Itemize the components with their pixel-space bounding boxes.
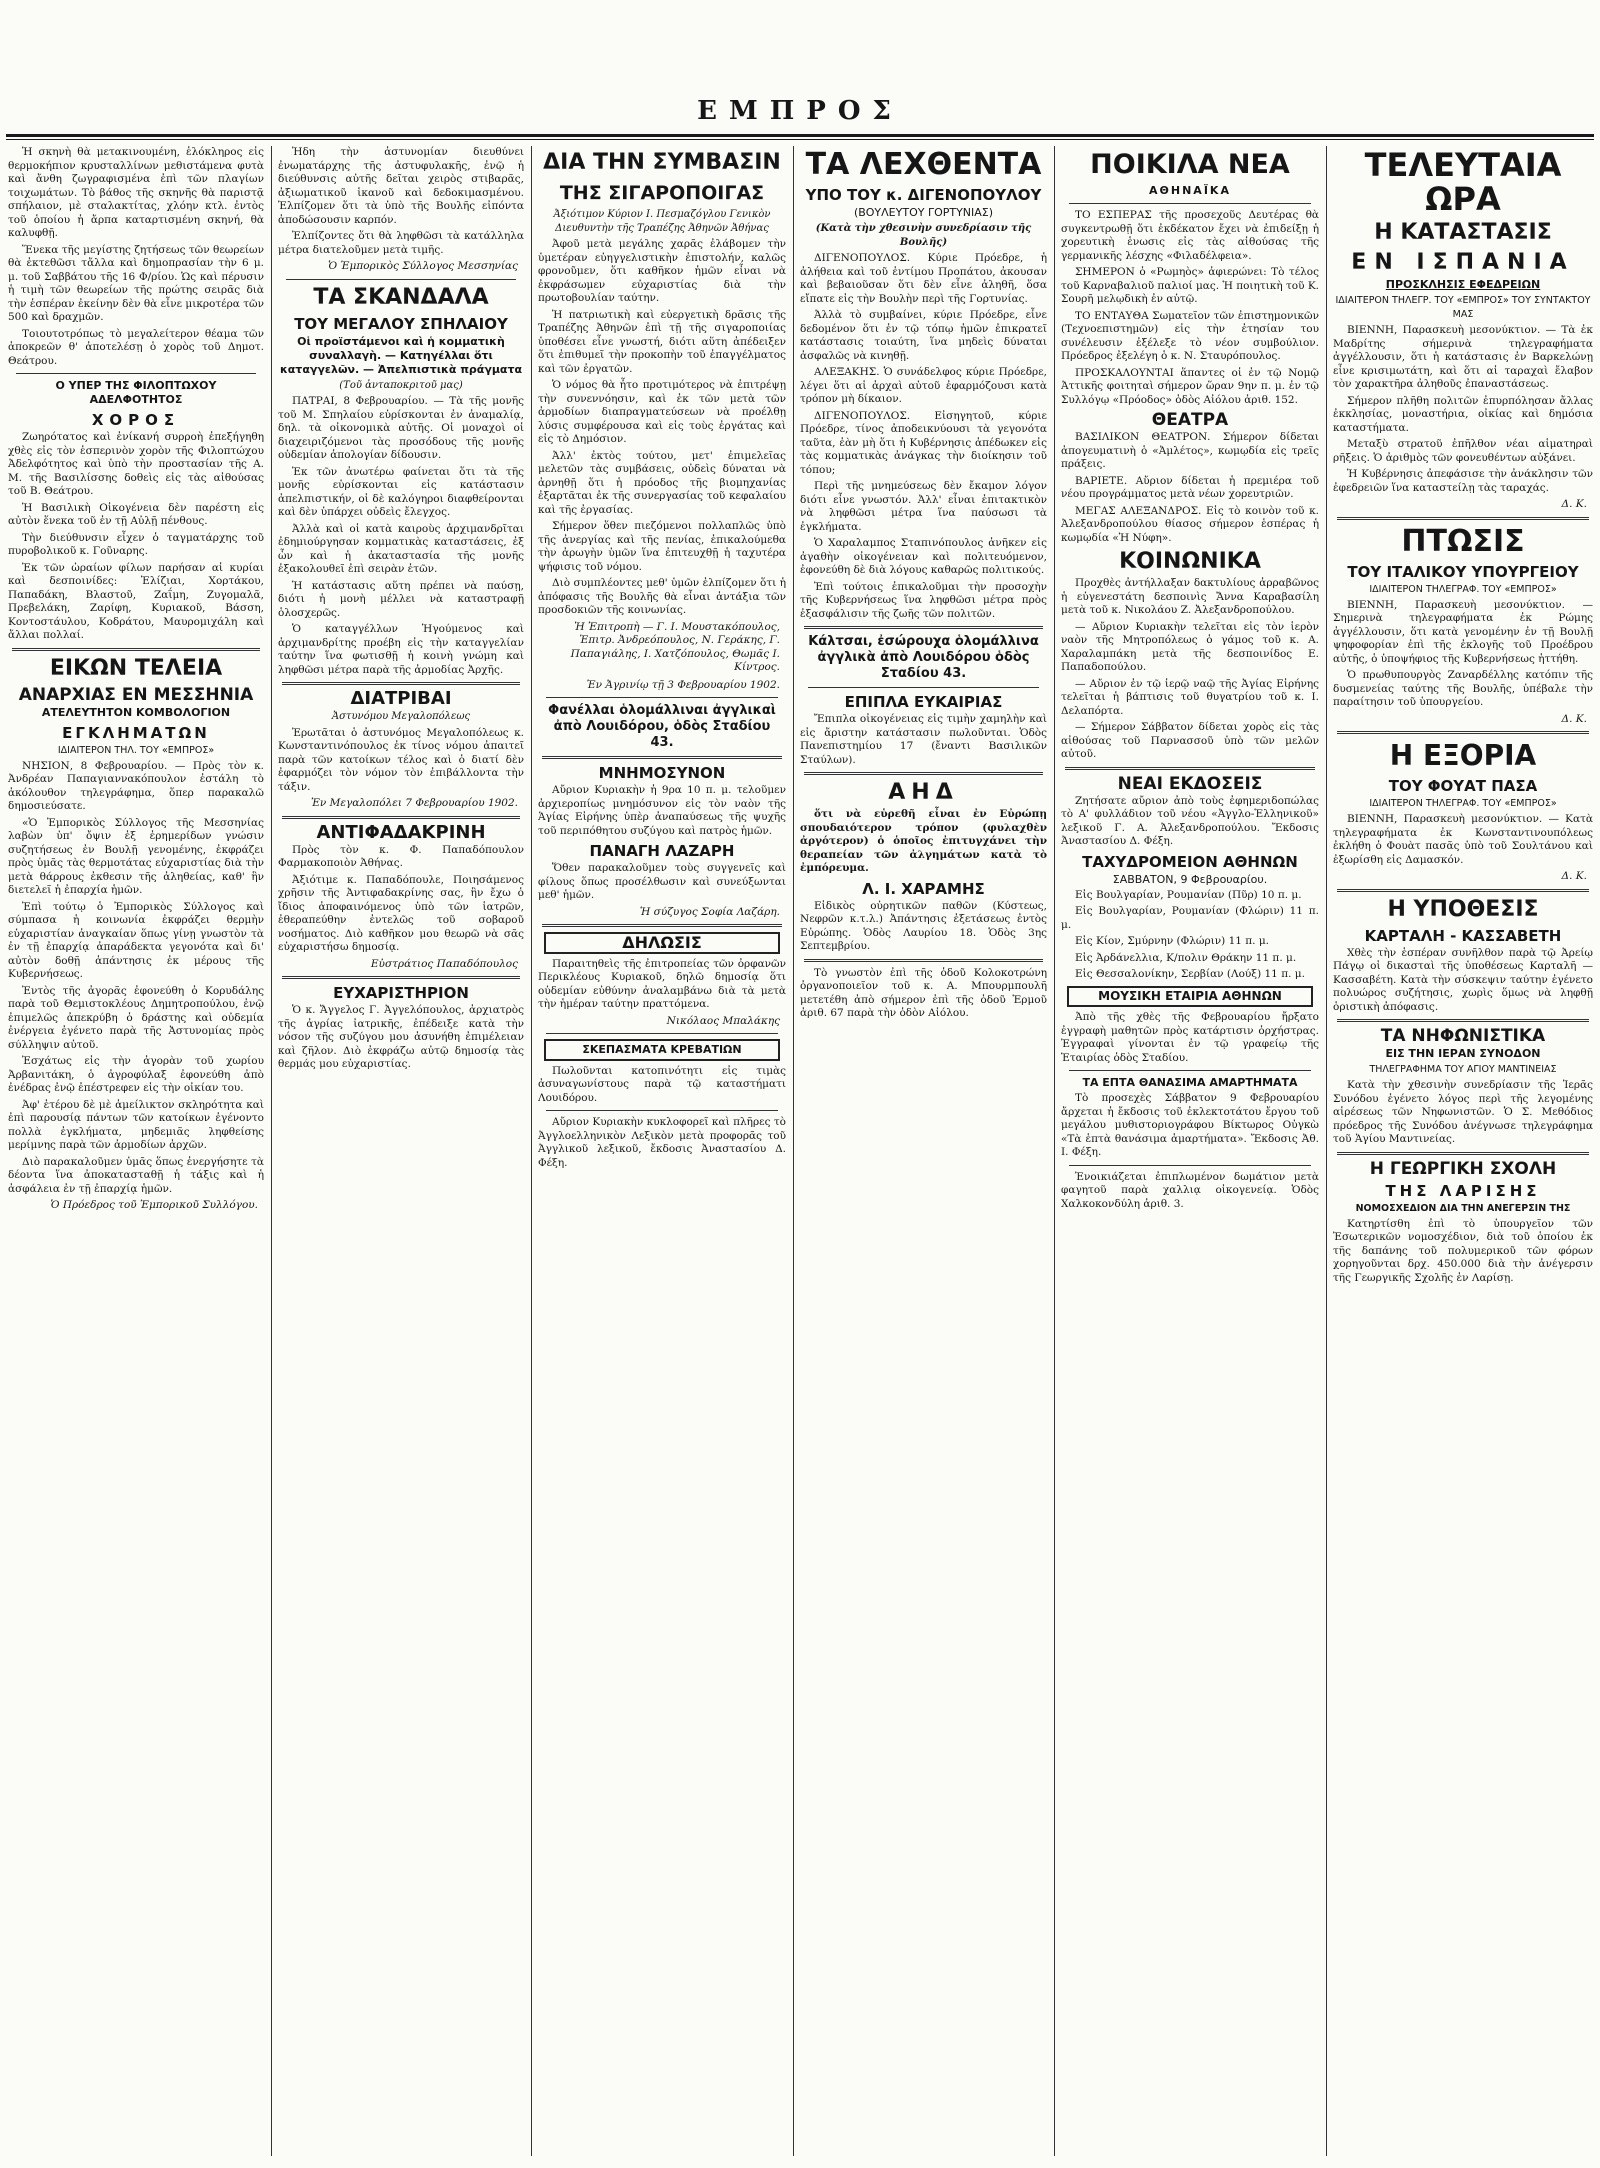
signature: Ἡ Ἐπιτροπὴ — Γ. Ι. Μουστακόπουλος, Ἐπιτρ. Ἀνδρεόπουλος, Ν. Γεράκης, Γ. Παπαγιάλης, Ι. Χατζόπουλος, Θωμᾶς Ι. Κίντρος. (570, 620, 780, 673)
paragraph: ΠΡΟΣΚΑΛΟΥΝΤΑΙ ἅπαντες οἱ ἐν τῷ Νομῷ Ἀττικῆς φοιτηταὶ σήμερον ὥραν 9ην π. μ. ἐν τῷ Συλλόγῳ «Πρόοδος» ὁδὸς Αἰόλου ἀριθ. 152. (1061, 366, 1319, 406)
paragraph: Ἔπιπλα οἰκογένειας εἰς τιμὴν χαμηλὴν καὶ εἰς ἄριστην κατάστασιν πωλοῦνται. Ὁδὸς Πανεπιστημίου 17 (ἔναντι Βασιλικῶν Σταύλων). (800, 713, 1047, 766)
paragraph: ΔΙΓΕΝΟΠΟΥΛΟΣ. Εἰσηγητοῦ, κύριε Πρόεδρε, τίνος ἀποδεικνύουσι τὰ γεγονότα ταῦτα, ἐὰν μὴ ὅτι ἡ Κυβέρνησις ἀπέδωκεν εἰς τὰς κομματικὰς ἀνάγκας τὴν διοίκησιν τοῦ τόπου; (800, 409, 1047, 476)
dateline: (Κατὰ τὴν χθεσινὴν συνεδρίασιν τῆς Βουλῆς) (815, 223, 1032, 248)
signature: Δ. Κ. (1561, 498, 1587, 510)
subheadline-sigaropoiias: ΤΗΣ ΣΙΓΑΡΟΠΟΙΓΑΣ (559, 182, 765, 204)
divider (16, 373, 256, 374)
paragraph: ΤΟ ΕΣΠΕΡΑΣ τῆς προσεχοῦς Δευτέρας θὰ συγκεντρωθῇ ὅτι ἐκδέκατον ἔχει νὰ ἐπιδείξῃ ἡ χορευτικὴ ἑνωσις εἰς τὰς αἰθούσας τῆς γερμανικῆς λέσχης «Φιλαδέλφεια». (1061, 209, 1319, 262)
headline-teleftaia-ora: ΤΕΛΕΥΤΑΙΑ ΩΡΑ (1364, 146, 1562, 218)
paragraph: ΑΛΕΞΑΚΗΣ. Ὁ συνάδελφος κύριε Πρόεδρε, λέγει ὅτι αἱ ἀρχαὶ αὐτοῦ ἐφαρμόζουσι κατὰ τρόπον μὴ δίκαιον. (800, 366, 1047, 405)
masthead (0, 96, 1600, 126)
headline-anarchias: ΑΝΑΡΧΙΑΣ ΕΝ ΜΕΣΣΗΝΙΑ (18, 684, 254, 705)
column-separator (793, 146, 794, 2156)
paragraph: Ἀφοῦ μετὰ μεγάλης χαρᾶς ἐλάβομεν τὴν ὑμετέραν εὐηγγελιστικὴν ἐπιστολήν, καλῶς φρονοῦμεν, ὅτι καθῆκον ἡμῶν εἶναι νὰ ἐκφράσωμεν εὐχαριστίας διὰ τὴν πρωτοβουλίαν ταύτην. (538, 238, 786, 304)
subheadline-kartali: ΚΑΡΤΑΛΗ - ΚΑΣΣΑΒΕΤΗ (1364, 926, 1562, 945)
divider (1065, 767, 1315, 770)
divider (542, 924, 782, 927)
divider (546, 1110, 778, 1111)
divider (286, 279, 516, 280)
dateline: (Τοῦ ἀνταποκριτοῦ μας) (339, 379, 463, 391)
paragraph: ΜΕΓΑΣ ΑΛΕΞΑΝΔΡΟΣ. Εἰς τὸ κοινὸν τοῦ κ. Ἀλεξανδροπούλου θίασος σήμερον ἑσπέρας ἡ κωμῳδία «Ἡ Νύφη». (1061, 504, 1319, 544)
signature: Ἡ σύζυγος Σοφία Λαζάρη. (639, 905, 780, 918)
advertisement: Κάλτσαι, ἐσώρουχα ὁλομάλλινα ἀγγλικὰ ἀπὸ Λουιδόρου ὁδὸς Σταδίου 43. (808, 634, 1039, 681)
masthead-rule (6, 134, 1594, 137)
paragraph: Ὅθεν παρακαλοῦμεν τοὺς συγγενεῖς καὶ φίλους ὅπως προσέλθωσιν καὶ συνεύξωνται μεθ' ἡμῶν. (538, 862, 786, 901)
headline-philoptochos: Ο ΥΠΕΡ ΤΗΣ ΦΙΛΟΠΤΩΧΟΥ ΑΔΕΛΦΟΤΗΤΟΣ (55, 379, 217, 406)
column-separator (271, 146, 272, 2156)
headline-mnimosynon: ΜΝΗΜΟΣΥΝΟΝ (598, 764, 726, 782)
paragraph: ὅτι νὰ εὑρεθῆ εἶναι ἐν Εὐρώπῃ σπουδαιότερον τρόπον (φυλαχθὲν ἀργότερον) ὁ ὁποῖος ἐπιτυγχάνει τὴν θεραπείαν τῶν ἀλγημάτων κατὰ τὸ ἐμπόρευμα. (800, 808, 1047, 874)
headline-poikila-nea: ΠΟΙΚΙΛΑ ΝΕΑ (1090, 149, 1290, 180)
subheadline-kommatiki: Οἱ προϊστάμενοι καὶ ἡ κομματικὴ συναλλαγὴ. — Κατηγέλλαι ὅτι καταγγελῶν. — Ἀπελπιστικὰ πράγματα (279, 334, 523, 376)
paragraph: Τὴν διεύθυνσιν εἶχεν ὁ ταγματάρχης τοῦ πυροβολικοῦ κ. Γοῦναρης. (8, 531, 264, 557)
paragraph: Σήμερον ὅθεν πιεζόμενοι πολλαπλῶς ὑπὸ τῆς ἀνεργίας καὶ τῆς πενίας, ἐπικαλούμεθα τὴν ἀρωγὴν ὑμῶν ἵνα ἐπιτευχθῇ ἡ ταχυτέρα ψήφισις τοῦ νόμου. (538, 520, 786, 573)
headline-diatrivai: ΔΙΑΤΡΙΒΑΙ (350, 688, 452, 709)
divider (804, 959, 1043, 962)
headline-exoria: Η ΕΞΟΡΙΑ (1389, 739, 1537, 772)
masthead-title: ΕΜΠΡΟΣ (697, 96, 903, 126)
divider (1069, 1165, 1311, 1166)
headline-charamis: Λ. Ι. ΧΑΡΑΜΗΣ (862, 879, 985, 898)
date: Ἐν Ἀγρινίῳ τῇ 3 Φεβρουαρίου 1902. (586, 678, 780, 691)
paragraph: Ἠδη τὴν ἀστυνομίαν διευθύνει ἐνωματάρχης τῆς ἀστυφυλακῆς, ἐνῷ ἡ διεύθυνσις αὐτῆς δεῖται χειρὸς στιβαρᾶς, ἀξιωματικοῦ ἱκανοῦ καὶ δεδοκιμασμένου. Ἐλπίζομεν ὅτι τὰ ὑπὸ τῆς Βουλῆς εἰπόντα ἀποδώσουσιν καρπόν. (278, 146, 524, 226)
dateline: Ἀστυνόμου Μεγαλοπόλεως (331, 711, 471, 722)
paragraph: ΤΟ ΕΝΤΑΥΘΑ Σωματεῖον τῶν ἐπιστημονικῶν (Τεχνοεπιστημῶν) εἰς τὴν ἐτησίαν του συνέλευσιν ἐξέλεξε τὸ νέον συμβούλιον. Πρόεδρος ἐξελέγη ὁ κ. Ν. Σταυρόπουλος. (1061, 309, 1319, 362)
headline-ypothesis: Η ΥΠΟΘΕΣΙΣ (1387, 896, 1539, 922)
divider (1069, 203, 1311, 204)
headline-nifonistika: ΤΑ ΝΗΦΩΝΙΣΤΙΚΑ (1380, 1026, 1546, 1046)
divider (546, 697, 778, 698)
subheadline-synodon: ΕΙΣ ΤΗΝ ΙΕΡΑΝ ΣΥΝΟΔΟΝ (1385, 1047, 1541, 1060)
paragraph: Παραιτηθεὶς τῆς ἐπιτροπείας τῶν ὀρφανῶν Περικλέους Κυριακοῦ, δηλῶ δημοσίᾳ ὅτι οὐδεμίαν εὐθύνην ἀναλαμβάνω διὰ τὰ μετὰ τὴν ἡμέραν ταύτην πραττόμενα. (538, 957, 786, 1010)
paragraph: Ἕνεκα τῆς μεγίστης ζητήσεως τῶν θεωρείων θὰ ἐκτεθῶσι τἄλλα καὶ δημοπρασίαν τὴν 6 μ. μ. τοῦ Σαββάτου τῆς 16 Φ/ρίου. Ὡς καὶ πέρυσιν ἡ τιμὴ τῶν θεωρείων τῆς πρώτης σειρᾶς διὰ τὴν ἑσπέραν ἐκείνην δὲν θὰ εἶνε μικροτέρα τῶν 500 καὶ δραχμῶν. (8, 243, 264, 323)
headline-theatra: ΘΕΑΤΡΑ (1151, 410, 1229, 430)
paragraph: Ἡ Κυβέρνησις ἀπεφάσισε τὴν ἀνάκλησιν τῶν ἐφεδρειῶν ἵνα καταστείλῃ τὰς ταραχάς. (1333, 468, 1593, 494)
column-6 (1333, 146, 1593, 2156)
divider (1337, 731, 1589, 734)
paragraph: Ἀξιότιμε κ. Παπαδόπουλε, Ποιησάμενος χρῆσιν τῆς Ἀντιφαδακρίνης σας, ἣν ἔχω ὁ ἴδιος ἀποφαινόμενος ὑπὸ τῶν ἱατρῶν, ἐθεραπεύθην ἐντελῶς τοῦ σοβαροῦ νοσήματος. Διὸ καθῆκον μου θεωρῶ νὰ σᾶς εὐχαριστήσω δημοσίᾳ. (278, 873, 524, 953)
headline-panagi-lazari: ΠΑΝΑΓΗ ΛΑΖΑΡΗ (589, 842, 735, 860)
signature: Εὐστράτιος Παπαδόπουλος (370, 957, 518, 970)
paragraph: ΣΗΜΕΡΟΝ ὁ «Ρωμηὸς» ἀφιερώνει: Τὸ τέλος τοῦ Καρναβαλιοῦ παλιοί μας. Ἡ ποιητικὴ τοῦ Κ. Σουρῆ μελῳδικὴ ἐν αὐτῷ. (1061, 266, 1319, 305)
subheadline-italikou: ΤΟΥ ΙΤΑΛΙΚΟΥ ΥΠΟΥΡΓΕΙΟΥ (1347, 562, 1579, 581)
paragraph: Ζωηρότατος καὶ ἐνίκανή συρροὴ ἐπεξήγηθη χθὲς εἰς τὸν ἑσπερινὸν χορὸν τῆς Φιλοπτώχου Ἀδελφότητος καὶ ὑπὸ τὴν προστασίαν τῆς Α. Μ. τῆς Βασιλίσσης δοθεὶς εἰς τὰς αἰθούσας τοῦ Β. Θεάτρου. (8, 431, 264, 497)
paragraph: — Αὔριον ἐν τῷ ἱερῷ ναῷ τῆς Ἀγίας Εἰρήνης τελεῖται ἡ βάπτισις τοῦ θυγατρίου τοῦ κ. Ι. Δελαπόρτα. (1061, 677, 1319, 717)
signature: Ὁ Ἐμπορικὸς Σύλλογος Μεσσηνίας (328, 260, 518, 272)
paragraph: ΒΑΡΙΕΤΕ. Αὔριον δίδεται ἡ πρεμιέρα τοῦ νέου προγράμματος μετὰ νέων χορευτριῶν. (1061, 474, 1319, 500)
headline-skandala: ΤΑ ΣΚΑΝΔΑΛΑ (313, 284, 489, 310)
telegram-label: ΙΔΙΑΙΤΕΡΟΝ ΤΗΛΕΓΡΑΦ. ΤΟΥ «ΕΜΠΡΟΣ» (1369, 798, 1557, 809)
paragraph: Ἐπὶ τούτῳ ὁ Ἐμπορικὸς Σύλλογος καὶ σύμπασα ἡ κοινωνία ἐκφράζει θερμὴν εὐχαριστίαν ἀναγκαίαν ὅπως γίνῃ γνωστὸν τὰ ἐν τῇ ἐπαρχίᾳ ἀπαράδεκτα γεγονότα καὶ δι' αὐτὸν δοθῇ ἀπάντησις ἐκ μέρους τῆς Κυβερνήσεως. (8, 900, 264, 980)
paragraph: Τὸ προσεχὲς Σάββατον 9 Φεβρουαρίου ἄρχεται ἡ ἔκδοσις τοῦ ἐκλεκτοτάτου ἔργου τοῦ μεγάλου μυθιστοριογράφου Βίκτωρος Οὐγκὼ «Τὰ ἑπτὰ θανάσιμα ἁμαρτήματα». Ἔκδοσις Ἀθ. Ι. Φέξη. (1061, 1092, 1319, 1158)
column-separator (1326, 146, 1327, 2156)
divider (804, 772, 1043, 775)
headline-ptosis: ΠΤΩΣΙΣ (1401, 523, 1525, 559)
paragraph: Ἀλλὰ τὸ συμβαίνει, κύριε Πρόεδρε, εἶνε δεδομένον ὅτι ἐν τῷ τόπῳ ἡμῶν ἐπικρατεῖ κατάστασις τοιαύτη, ἵνα μηδεὶς δύναται ἀσφαλῶς νὰ κινηθῇ. (800, 309, 1047, 362)
headline-koinonika: ΚΟΙΝΩΝΙΚΑ (1119, 549, 1261, 574)
paragraph: Διὸ παρακαλοῦμεν ὑμᾶς ὅπως ἐνεργήσητε τὰ δέοντα ἵνα ἀποκατασταθῇ ἡ τάξις καὶ ἡ ἀσφάλεια ἐν τῇ ἐπαρχίᾳ ἡμῶν. (8, 1155, 264, 1195)
signature: Ἐν Μεγαλοπόλει 7 Φεβρουαρίου 1902. (310, 797, 518, 809)
masthead-rule-thin (6, 139, 1594, 140)
paragraph: ΒΙΕΝΝΗ, Παρασκευὴ μεσονύκτιον. — Σημερινὰ τηλεγραφήματα ἐκ Ρώμης ἀγγέλλουσιν, ὅτι κατὰ γενομένην ἐν τῇ Βουλῇ ψηφοφορίαν ἐπὶ τῆς ἐκλογῆς τοῦ Προέδρου αὐτῆς, ὁ ὑποψήφιος τῆς Κυβερνήσεως ἡττήθη. (1333, 598, 1593, 665)
telegram-label: ΙΔΙΑΙΤΕΡΟΝ ΤΗΛΕΓΡΑΦ. ΤΟΥ «ΕΜΠΡΟΣ» (1369, 583, 1557, 595)
signature: Ὁ Πρόεδρος τοῦ Ἐμπορικοῦ Συλλόγου. (50, 1199, 258, 1211)
subheadline-choros: ΧΟΡΟΣ (91, 411, 181, 429)
paragraph: Διὸ συμπλέοντες μεθ' ὑμῶν ἐλπίζομεν ὅτι ἡ ἀπόφασις τῆς Βουλῆς θὰ εἶναι ἀντάξια τῶν προσδοκιῶν τῆς κοινωνίας. (538, 577, 786, 616)
divider (808, 687, 1039, 688)
subheadline-digenopoulou: ΥΠΟ ΤΟΥ κ. ΔΙΓΕΝΟΠΟΥΛΟΥ (805, 186, 1042, 204)
paragraph: Ἀπὸ τῆς χθὲς τῆς Φεβρουαρίου ἤρξατο ἐγγραφὴ μαθητῶν πρὸς κατάρτισιν ὀρχήστρας. Ἐγγραφαὶ γίνονται ἐν τῷ γραφείῳ τῆς Ἑταιρίας ὁδὸς Σταδίου. (1061, 1011, 1319, 1064)
headline-georgiki-scholi: Η ΓΕΩΡΓΙΚΗ ΣΧΟΛΗ (1369, 1158, 1557, 1179)
paragraph: Ὁ κ. Ἄγγελος Γ. Ἀγγελόπουλος, ἀρχιατρὸς τῆς ἀγρίας ἰατρικῆς, ἐπέδειξε κατὰ τὴν νόσον τῆς συζύγου μου ἀσυνήθη ἐπιμέλειαν καὶ ζῆλον. Διὸ ἐκφράζω αὐτῷ δημοσίᾳ τὰς θερμάς μου εὐχαριστίας. (278, 1004, 524, 1070)
signature: Δ. Κ. (1561, 870, 1587, 882)
paragraph: Ἡ Βασιλικὴ Οἰκογένεια δὲν παρέστη εἰς αὐτὸν ἕνεκα τοῦ ἐν τῇ Αὐλῇ πένθους. (8, 501, 264, 527)
paragraph: Ἐπὶ τούτοις ἐπικαλοῦμαι τὴν προσοχὴν τῆς Κυβερνήσεως ἵνα ληφθῶσι μέτρα πρὸς ἐξασφάλισιν τῆς ζωῆς τῶν πολιτῶν. (800, 580, 1047, 620)
divider (12, 648, 260, 651)
headline-tachydromeion: ΤΑΧΥΔΡΟΜΕΙΟΝ ΑΘΗΝΩΝ (1082, 852, 1298, 871)
headline-katastasis: Η ΚΑΤΑΣΤΑΣΙΣ (1374, 220, 1552, 245)
column-1 (8, 146, 264, 2156)
paragraph: Κατηρτίσθη ἐπὶ τὸ ὑπουργεῖον τῶν Ἐσωτερικῶν νομοσχέδιον, διὰ τοῦ ὁποίου ἐκ τῆς δαπάνης τοῦ πολυμερικοῦ τῶν φόρων χορηγοῦνται δρχ. 450.000 διὰ τὴν ἀνέγερσιν τῆς Γεωργικῆς Σχολῆς ἐν Λαρίσῃ. (1333, 1217, 1593, 1284)
headline-symvasin: ΔΙΑ ΤΗΝ ΣΥΜΒΑΣΙΝ (543, 150, 781, 175)
subheadline-fouat: ΤΟΥ ΦΟΥΑΤ ΠΑΣΑ (1388, 777, 1538, 795)
divider (282, 976, 520, 979)
salutation: Ἀξιότιμον Κύριον Ι. Πεσμαζόγλου Γενικὸν Διευθυντὴν τῆς Τραπέζης Ἀθηνῶν Ἀθήνας (553, 209, 771, 234)
list-item: Εἰς Ἀρδάνελλια, Κ/πολιν Θράκην 11 π. μ. (1075, 951, 1297, 964)
paragraph: ΒΑΣΙΛΙΚΟΝ ΘΕΑΤΡΟΝ. Σήμερον δίδεται ἀπογευματινὴ ὁ «Ἀμλέτος», κωμῳδία εἰς τρεῖς πράξεις. (1061, 431, 1319, 470)
headline-lechthenta: ΤΑ ΛΕΧΘΕΝΤΑ (805, 147, 1042, 182)
column-3 (538, 146, 786, 2156)
subheadline-egklimaton: ΕΓΚΛΗΜΑΤΩΝ (62, 723, 210, 742)
divider (1069, 1070, 1311, 1071)
paragraph: Ἐρωτᾶται ὁ ἀστυνόμος Μεγαλοπόλεως κ. Κωνσταντινόπουλος ἐκ τίνος νόμου ἀπαιτεῖ παρὰ τῶν κατοίκων τέλος καὶ ὁ διατί δὲν ἐφαρμόζει τὸν νόμον τὸν ἐπιβάλλοντα τὴν τάξιν. (278, 726, 524, 793)
telegram-label: ΤΗΛΕΓΡΑΦΗΜΑ ΤΟΥ ΑΓΙΟΥ ΜΑΝΤΙΝΕΙΑΣ (1369, 1064, 1557, 1075)
paragraph: Ὁ καταγγέλλων Ἡγούμενος καὶ ἀρχιμανδρίτης προέβη εἰς τὴν καταγγελίαν ταύτην ἵνα φωτισθῇ ἡ κοινὴ γνώμη καὶ ληφθῶσι μέτρα παρὰ τῆς ἀρμοδίας Ἀρχῆς. (278, 623, 524, 676)
paragraph: Ζητήσατε αὔριον ἀπὸ τοὺς ἐφημεριδοπώλας τὸ Α' φυλλάδιον τοῦ νέου «Ἀγγλο-Ἑλληνικοῦ» λεξικοῦ Γ. Α. Ἀλεξανδροπούλου. Ἔκδοσις Ἀναστασίου Δ. Φέξη. (1061, 794, 1319, 847)
headline-antifadakrini: ΑΝΤΙΦΑΔΑΚΡΙΝΗ (316, 821, 486, 843)
divider (1337, 889, 1589, 892)
paragraph: Ἐντὸς τῆς ἀγορᾶς ἐφονεύθη ὁ Κορυδάλης παρὰ τοῦ Θεμιστοκλέους Δημητροπούλου, ἐνῷ ἐπιμελῶς ἀπεκρύβη ὁ δράστης καὶ οὐδεμία ἐνέργεια ἐγένετο παρὰ τῆς Ἀστυνομίας πρὸς σύλληψιν αὐτοῦ. (8, 984, 264, 1051)
headline-eikon-teleia: ΕΙΚΩΝ ΤΕΛΕΙΑ (49, 655, 223, 681)
divider (804, 626, 1043, 629)
list-item: Εἰς Βουλγαρίαν, Ρουμανίαν (Φλώριν) 11 π. μ. (1061, 905, 1319, 931)
paragraph: ΝΗΣΙΟΝ, 8 Φεβρουαρίου. — Πρὸς τὸν κ. Ἀνδρέαν Παπαγιαννακόπουλον ἐστάλη τὸ ἀκόλουθον τηλεγράφημα, ὅπερ παρακαλῶ δημοσιεύσατε. (8, 759, 264, 812)
headline-dilosis: ΔΗΛΩΣΙΣ (544, 932, 780, 954)
column-2 (278, 146, 524, 2156)
paragraph: Ἐκ τῶν ἀνωτέρω φαίνεται ὅτι τὰ τῆς μονῆς εὑρίσκονται εἰς κατάστασιν ἀπελπιστικήν, οἱ δὲ καλόγηροι διαφθείρονται καὶ δὲν ὑπάρχει οὐδεὶς ἔλεγχος. (278, 465, 524, 518)
paragraph: Προχθὲς ἀντήλλαξαν δακτυλίους ἀρραβῶνος ἡ εὐγενεστάτη δεσποινὶς Ἄννα Καραβασίλη μετὰ τοῦ κ. Νικολάου Ζ. Ἀλεξανδροπούλου. (1061, 577, 1319, 616)
paragraph: — Σήμερον Σάββατον δίδεται χορὸς εἰς τὰς αἰθούσας τοῦ Παρνασσοῦ ὑπὸ τῶν μελῶν αὐτοῦ. (1061, 721, 1319, 760)
paragraph: Αὔριον Κυριακὴν κυκλοφορεῖ καὶ πλῆρες τὸ Ἀγγλοελληνικὸν Λεξικὸν μετὰ προφορᾶς τοῦ Ἀγγλικοῦ λεξικοῦ, ἔκδοσις Ἀναστασίου Δ. Φέξη. (538, 1116, 786, 1169)
paragraph: Μεταξὺ στρατοῦ ἐπῆλθον νέαι αἱματηραὶ ρῆξεις. Ὁ ἀριθμὸς τῶν φονευθέντων αὐξάνει. (1333, 438, 1593, 464)
divider (282, 816, 520, 819)
paragraph: Ὁ νόμος θὰ ἦτο προτιμότερος νὰ ἐπιτρέψῃ τὴν συνεννόησιν, καὶ ἐκ τῶν μετὰ τῶν ἀρμοδίων διαπραγματεύσεων νὰ προέλθῃ λύσις συμφέρουσα καὶ εἰς τοὺς ἐργάτας καὶ εἰς τὸ Δημόσιον. (538, 379, 786, 445)
paragraph: Ἐνοικιάζεται ἐπιπλωμένον δωμάτιον μετὰ φαγητοῦ παρὰ χαλλιᾳ οἰκογενείᾳ. Ὁδὸς Χαλκοκονδύλη ἀριθ. 3. (1061, 1170, 1319, 1210)
paragraph: Ἡ κατάστασις αὕτη πρέπει νὰ παύσῃ, διότι ἡ μονὴ μέλλει νὰ καταστραφῇ ὁλοσχερῶς. (278, 579, 524, 619)
column-5 (1061, 146, 1319, 2156)
headline-efcharistirion: ΕΥΧΑΡΙΣΤΗΡΙΟΝ (333, 984, 469, 1002)
paragraph: Ἡ πατριωτικὴ καὶ εὐεργετικὴ δρᾶσις τῆς Τραπέζης Ἀθηνῶν ἐπὶ τῇ τῆς σιγαροποιίας ὑποθέσει εἶνε γνωστή, διότι αὕτη ἀπέδειξεν ὅτι ἐπιθυμεῖ τὴν προκοπὴν τοῦ ἐπαγγέλματος καὶ τῶν ἐργατῶν. (538, 308, 786, 375)
telegram-label: ΙΔΙΑΙΤΕΡΟΝ ΤΗΛ. ΤΟΥ «ΕΜΠΡΟΣ» (57, 744, 215, 756)
divider (1337, 1019, 1589, 1022)
paragraph: Ἐκ τῶν ὡραίων φίλων παρήσαν αἱ κυρίαι καὶ δεσποινίδες: Ἐλίζιαι, Χορτάκου, Παπαδάκη, Βλαστοῦ, Ζαΐμη, Ζυγομαλᾶ, Πρεβελάκη, Ζαρίφη, Κυριακοῦ, Βάσση, Κοντοστάυλου, Κοδράτου, Μαυρομιχάλη καὶ ἄλλαι πολλαί. (8, 561, 264, 641)
divider (542, 756, 782, 759)
list-item: Εἰς Βουλγαρίαν, Ρουμανίαν (Πῦρ) 10 π. μ. (1075, 888, 1302, 901)
headline-neai-ekdoseis: ΝΕΑΙ ΕΚΔΟΣΕΙΣ (1117, 773, 1263, 794)
list-item: Εἰς Θεσσαλονίκην, Σερβίαν (Λούξ) 11 π. μ. (1075, 968, 1305, 980)
advertisement-skepasmata: ΣΚΕΠΑΣΜΑΤΑ ΚΡΕΒΑΤΙΩΝ (544, 1039, 780, 1061)
paragraph: «Ὁ Ἐμπορικὸς Σύλλογος τῆς Μεσσηνίας λαβὼν ὑπ' ὄψιν ἐξ ἐρημερίδων γνώσιν συζητήσεως ἐν Βουλῇ γενομένης, ἐκφράζει πρὸς ὑμᾶς τὰς θερμοτάτας εὐχαριστίας διὰ τὴν μετὰ θάρρους ἐκθεσιν τῆς ἀληθείας, καθ' ἣν διετελεῖ ἡ ἐπαρχία ἡμῶν. (8, 816, 264, 896)
paragraph: Ἀλλ' ἐκτὸς τούτου, μετ' ἐπιμελεῖας μελετῶν τὰς συμβάσεις, οὐδεὶς δύναται νὰ ἀρνηθῇ ὅτι ἡ πρόοδος τῆς βιομηχανίας ἐξαρτᾶται ἐκ τῆς συνεργασίας τοῦ κεφαλαίου καὶ τῆς ἐργασίας. (538, 449, 786, 516)
paragraph: Ἐλπίζοντες ὅτι θὰ ληφθῶσι τὰ κατάλληλα μέτρα διατελοῦμεν μετὰ τιμῆς. (278, 230, 524, 256)
headline-epipla: ΕΠΙΠΛΑ ΕΥΚΑΙΡΙΑΣ (844, 693, 1003, 711)
column-separator (1054, 146, 1055, 2156)
list-item: ΣΑΒΒΑΤΟΝ, 9 Φεβρουαρίου. (1112, 872, 1268, 886)
paragraph: Σήμερον πλῆθη πολιτῶν ἐπυρπόλησαν ἄλλας ἐκκλησίας, μοναστήρια, οἰκίας καὶ δημόσια καταστήματα. (1333, 394, 1593, 434)
headline-mousiki-etairia: ΜΟΥΣΙΚΗ ΕΤΑΙΡΙΑ ΑΘΗΝΩΝ (1067, 986, 1313, 1008)
subheadline-larisis: ΤΗΣ ΛΑΡΙΣΗΣ (1385, 1181, 1541, 1200)
paragraph: ΒΙΕΝΝΗ, Παρασκευὴ μεσονύκτιον. — Τὰ ἐκ Μαδρίτης σήμερινὰ τηλεγραφήματα ἀγγέλλουσιν, ὅτι ἡ κατάστασις ἐν Βαρκελώνῃ εἶνε κρισιμωτάτη, καὶ ὅτι αἱ ταραχαὶ ἔλαβον τὸν χαρακτῆρα ἀληθοῦς ἐπαναστάσεως. (1333, 324, 1593, 390)
paragraph: ΒΙΕΝΝΗ, Παρασκευὴ μεσονύκτιον. — Κατὰ τηλεγραφήματα ἐκ Κωνσταντινουπόλεως ἐκλήθη ὁ Φουὰτ πασᾶς ὑπὸ τοῦ Σουλτάνου καὶ ἐξωρίσθη εἰς Δαμασκόν. (1333, 813, 1593, 866)
paragraph: Ὁ Χαραλαμπος Σταπινόπουλος ἀνῆκεν εἰς ἀγαθὴν οἰκογένειαν καὶ πολιτευόμενον, ἐφονεύθη δὲ διὰ λόγους καθαρῶς πολιτικούς. (800, 537, 1047, 576)
divider (546, 1033, 778, 1034)
paragraph: Ἡ σκηνὴ θὰ μετακινουμένη, ἑλόκληρος εἰς θερμοκήπιον κρυσταλλίνων μεθιστάμενα φυτὰ καὶ ἄνθη ζωγραφισμένα ἐπὶ τῶν πλαγίων τοιχωμάτων. Τὸ βάθος τῆς σκηνῆς θὰ παριστᾷ σπήλαιον, μὲ σταλακτίτας, χλόην κτλ. ἐντὸς τοῦ ὁποίου ἡ ἄρπα καταρτισμένη σκηνή, θὰ καλυφθῇ. (8, 146, 264, 239)
subheadline-spilaiou: ΤΟΥ ΜΕΓΑΛΟΥ ΣΠΗΛΑΙΟΥ (294, 314, 508, 333)
paragraph: ΠΑΤΡΑΙ, 8 Φεβρουαρίου. — Τὰ τῆς μονῆς τοῦ Μ. Σπηλαίου εὑρίσκονται ἐν ἀναμαλίᾳ, δηλ. τὰ οἰκονομικὰ αὐτῆς. Οἱ μοναχοὶ οἱ διαχειριζόμενοι τὰς προσόδους τῆς μονῆς οὐδεμίαν ἀπολογίαν δίδουσιν. (278, 395, 524, 461)
column-separator (531, 146, 532, 2156)
headline-aid: ΑΗΔ (888, 780, 959, 805)
divider (1337, 1152, 1589, 1155)
paragraph: Ἀφ' ἑτέρου δὲ μὲ ἀμείλικτον σκληρότητα καὶ ἐπὶ παρουσίᾳ πάντων τῶν κατοίκων ἐγένοντο πολλὰ ἐγκλήματα, μηδεμιᾶς ληφθείσης μερίμνης παρὰ τῶν ἀρμοδίων ἀρχῶν. (8, 1098, 264, 1151)
paragraph: Χθὲς τὴν ἑσπέραν συνῆλθον παρὰ τῷ Ἀρείῳ Πάγῳ οἱ δικασταὶ τῆς ὑποθέσεως Καρταλῆ — Κασσαβέτη. Κατὰ τὴν σύσκεψιν ταύτην ἐγένετο πολυώρος συζήτησις, χωρὶς ὅμως νὰ ληφθῇ ὁριστικὴ ἀπόφασις. (1333, 946, 1593, 1013)
paragraph: Αὔριον Κυριακὴν ἡ 9ρα 10 π. μ. τελοῦμεν ἀρχιεροπίως μνημόσυνον εἰς τὸν ναὸν τῆς Ἁγίας Εἰρήνης ὑπὲρ ἀναπαύσεως τῆς ψυχῆς τοῦ περιπόθητου συζύγου καὶ πατρὸς ἡμῶν. (538, 784, 786, 837)
signature: Νικόλαος Μπαλάκης (666, 1014, 780, 1027)
signature: Δ. Κ. (1561, 712, 1587, 725)
paragraph: Τοιουτοτρόπως τὸ μεγαλείτερον θέαμα τῶν ἀποκρεῶν θ' ἀποτελέσῃ ὁ χορὸς τοῦ Δημοτ. Θεάτρου. (8, 327, 264, 367)
paragraph: ΔΙΓΕΝΟΠΟΥΛΟΣ. Κύριε Πρόεδρε, ἡ ἀλήθεια καὶ τοῦ ἐντίμου Προπάτου, ἀκουσαν καὶ βεβαιοῦσαν ὅτι δὲν εἶνε ἀληθῆ, ὅσα εἴπατε εἰς τὴν Βουλὴν περὶ τῆς Γορτυνίας. (800, 252, 1047, 305)
paragraph: Εἰδικὸς οὐρητικῶν παθῶν (Κύστεως, Νεφρῶν κ.τ.λ.) Ἀπάντησις ἐξετάσεως ἐντὸς Εὐρώπης. Ὁδὸς Λαυρίου 18. Ὁδὸς 3ης Σεπτεμβρίου. (800, 899, 1047, 952)
list-item: Εἰς Κίον, Σμύρνην (Φλώριν) 11 π. μ. (1075, 935, 1270, 947)
subheadline-ispania: ΕΝ ΙΣΠΑΝΙΑ (1351, 250, 1575, 275)
subheadline-nomoschedion: ΝΟΜΟΣΧΕΔΙΟΝ ΔΙΑ ΤΗΝ ΑΝΕΓΕΡΣΙΝ ΤΗΣ (1355, 1202, 1571, 1214)
subheadline-efedreion: ΠΡΟΣΚΛΗΣΙΣ ΕΦΕΔΡΕΙΩΝ (1385, 278, 1541, 291)
divider (282, 682, 520, 685)
paragraph: Ὁ πρωθυπουργὸς Ζαναρδέλλης κατόπιν τῆς δυσμενείας ταύτης τῆς Βουλῆς, ὑπέβαλε τὴν παραίτησιν τοῦ ὑπουργείου. (1333, 669, 1593, 708)
paragraph: Πρὸς τὸν κ. Φ. Παπαδόπουλον Φαρμακοποιὸν Ἀθήνας. (278, 843, 524, 869)
subheadline-komvologion: ΑΤΕΛΕΥΤΗΤΟΝ ΚΟΜΒΟΛΟΓΙΟΝ (41, 705, 231, 719)
subheadline-gortynias: (ΒΟΥΛΕΥΤΟΥ ΓΟΡΤΥΝΙΑΣ) (853, 206, 994, 219)
paragraph: Ἀλλὰ καὶ οἱ κατὰ καιροὺς ἀρχιμανδρῖται ἐδημιούργησαν κομματικὰς καταστάσεις, ἐξ ὧν καὶ ἡ ἀκαταστασία τῆς μονῆς ἐξακολουθεῖ ἐπὶ σειρὰν ἐτῶν. (278, 522, 524, 575)
column-4 (800, 146, 1047, 2156)
headline-epta-thanasima: ΤΑ ΕΠΤΑ ΘΑΝΑΣΙΜΑ ΑΜΑΡΤΗΜΑΤΑ (1082, 1076, 1298, 1089)
paragraph: Πωλοῦνται κατοπινότητι εἰς τιμὰς ἀσυναγωνίστους παρὰ τῷ καταστήματι Λουιδόρου. (538, 1064, 786, 1104)
divider (1337, 517, 1589, 520)
telegram-label: ΙΔΙΑΙΤΕΡΟΝ ΤΗΛΕΓΡ. ΤΟΥ «ΕΜΠΡΟΣ» ΤΟΥ ΣΥΝΤΑΚΤΟΥ ΜΑΣ (1335, 295, 1591, 320)
paragraph: Τὸ γνωστὸν ἐπὶ τῆς ὁδοῦ Κολοκοτρώνη ὀργανοποιεῖον τοῦ κ. Α. Μπουρμπουλῆ μετετέθη ἀπὸ σήμερον ἐπὶ τῆς ὁδοῦ Ἑρμοῦ ἀριθ. 67 παρὰ τὴν ὁδὸν Αἰόλου. (800, 966, 1047, 1019)
paragraph: — Αὔριον Κυριακὴν τελεῖται εἰς τὸν ἱερὸν ναὸν τῆς Μητροπόλεως ὁ γάμος τοῦ κ. Α. Χαραλαμπάκη μετὰ τῆς δεσποινίδος Ε. Παπαδοπούλου. (1061, 620, 1319, 673)
paragraph: Κατὰ τὴν χθεσινὴν συνεδρίασιν τῆς Ἱερᾶς Συνόδου ἐγένετο λόγος περὶ τῆς λεγομένης αἱρέσεως τῶν Νηφωνιστῶν. Ὁ Σ. Μεθόδιος πρόεδρος τῆς Συνόδου ἀνέγνωσε τηλεγράφημα τοῦ Ἁγίου Μαντινείας. (1333, 1079, 1593, 1145)
paragraph: Περὶ τῆς μνημεύσεως δὲν ἔκαμον λόγον διότι εἶνε γνωστόν. Ἀλλ' εἶναι ἐπιτακτικὸν νὰ ληφθῶσι μέτρα ἵνα παύσωσι τὰ ἐγκλήματα. (800, 480, 1047, 533)
paragraph: Ἐσχάτως εἰς τὴν ἀγορὰν τοῦ χωρίου Ἀρβανιτάκη, ὁ ἀγροφύλαξ ἐφονεύθη ἀπὸ ἐνέδρας ἐνῷ ἐπέστρεφεν εἰς τὴν οἰκίαν του. (8, 1055, 264, 1094)
advertisement: Φανέλλαι ὁλομάλλιναι ἀγγλικαὶ ἀπὸ Λουιδόρου, ὁδὸς Σταδίου 43. (548, 703, 776, 750)
subheadline-athinaika: ΑΘΗΝΑΪΚΑ (1149, 184, 1231, 197)
